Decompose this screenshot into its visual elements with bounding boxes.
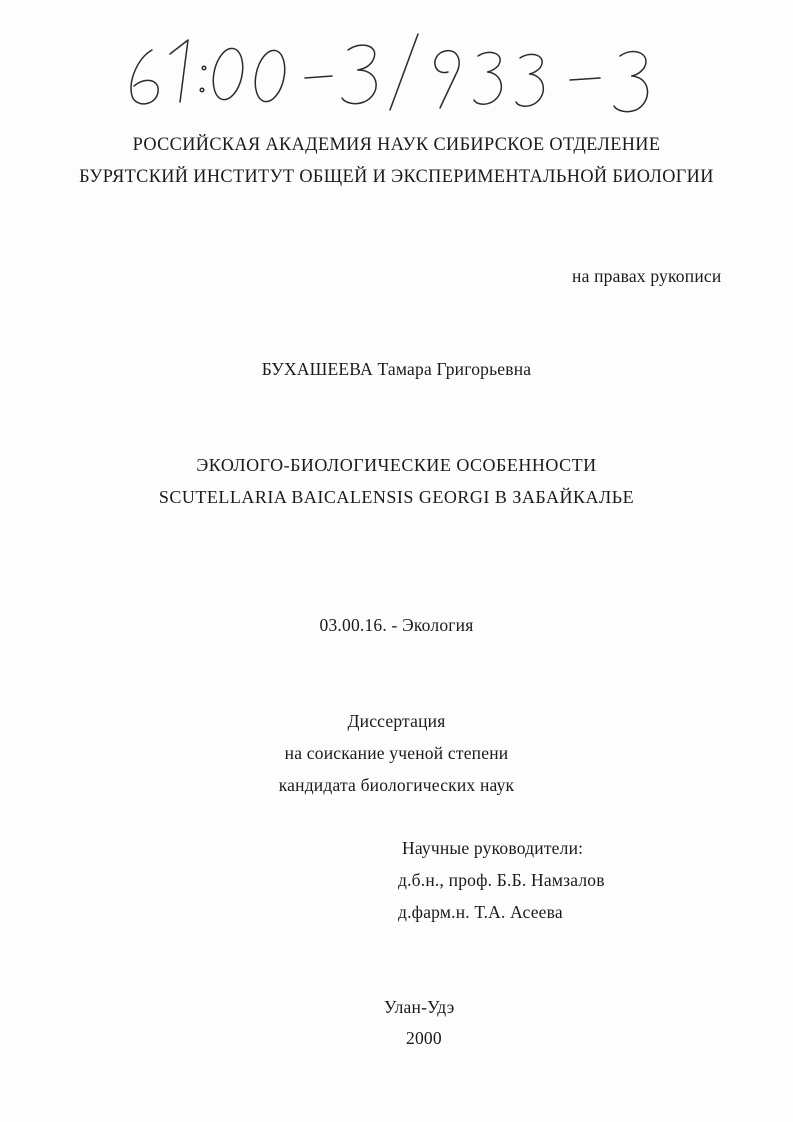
supervisor-second: д.фарм.н. Т.А. Асеева — [398, 902, 563, 922]
degree-line-3: кандидата биологических наук — [278, 775, 515, 795]
specialty-code: 03.00.16. - Экология — [319, 615, 474, 635]
dissertation-title-line-2: SCUTELLARIA BAICALENSIS GEORGI В ЗАБАЙКАЛЬЕ — [158, 487, 635, 507]
author-name: БУХАШЕЕВА Тамара Григорьевна — [261, 359, 532, 379]
degree-line-2: на соискание ученой степени — [284, 743, 509, 763]
dissertation-title-line-1: ЭКОЛОГО-БИОЛОГИЧЕСКИЕ ОСОБЕННОСТИ — [196, 455, 597, 475]
organization-line-1: РОССИЙСКАЯ АКАДЕМИЯ НАУК СИБИРСКОЕ ОТДЕЛЕНИЕ — [132, 134, 661, 155]
city: Улан-Удэ — [384, 997, 455, 1017]
degree-line-1: Диссертация — [347, 711, 446, 731]
manuscript-rights-note: на правах рукописи — [572, 266, 722, 286]
organization-line-2: БУРЯТСКИЙ ИНСТИТУТ ОБЩЕЙ И ЭКСПЕРИМЕНТАЛЬНОЙ БИОЛОГИИ — [79, 166, 714, 187]
supervisor-first: д.б.н., проф. Б.Б. Намзалов — [398, 870, 605, 890]
handwritten-catalogue-number — [100, 10, 700, 120]
year: 2000 — [406, 1028, 442, 1048]
supervisors-heading: Научные руководители: — [402, 838, 584, 858]
